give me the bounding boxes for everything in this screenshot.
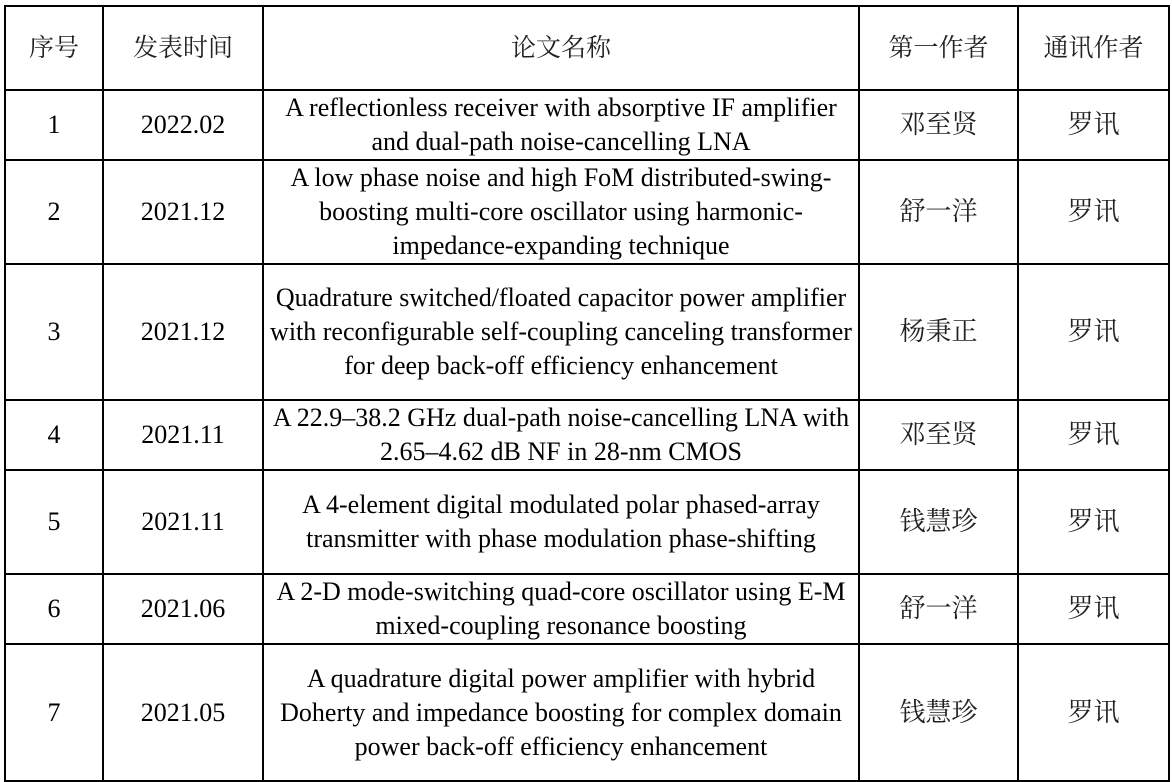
cell-index: 5 <box>5 470 103 574</box>
cell-corresponding-author: 罗讯 <box>1018 574 1169 644</box>
cell-date: 2021.12 <box>103 264 263 400</box>
cell-first-author: 邓至贤 <box>859 400 1018 470</box>
cell-corresponding-author: 罗讯 <box>1018 470 1169 574</box>
cell-first-author: 钱慧珍 <box>859 470 1018 574</box>
header-corresponding-author: 通讯作者 <box>1018 6 1169 90</box>
cell-first-author: 钱慧珍 <box>859 644 1018 781</box>
cell-title: Quadrature switched/floated capacitor power amplifier with reconfigurable self-coupling canceling transformer for deep back-off efficiency enhancement <box>263 264 859 400</box>
cell-date: 2021.11 <box>103 470 263 574</box>
cell-first-author: 舒一洋 <box>859 574 1018 644</box>
cell-first-author: 邓至贤 <box>859 90 1018 160</box>
cell-date: 2021.06 <box>103 574 263 644</box>
cell-date: 2021.12 <box>103 160 263 264</box>
table-row <box>5 264 1169 400</box>
header-title: 论文名称 <box>263 6 859 90</box>
cell-corresponding-author: 罗讯 <box>1018 90 1169 160</box>
table-row <box>5 574 1169 644</box>
cell-first-author: 舒一洋 <box>859 160 1018 264</box>
cell-first-author: 杨秉正 <box>859 264 1018 400</box>
cell-date: 2021.11 <box>103 400 263 470</box>
header-first-author: 第一作者 <box>859 6 1018 90</box>
cell-index: 3 <box>5 264 103 400</box>
cell-title: A low phase noise and high FoM distributed-swing-boosting multi-core oscillator using harmonic-impedance-expanding technique <box>263 160 859 264</box>
header-row <box>5 6 1169 90</box>
cell-index: 4 <box>5 400 103 470</box>
cell-corresponding-author: 罗讯 <box>1018 400 1169 470</box>
cell-corresponding-author: 罗讯 <box>1018 160 1169 264</box>
table-row <box>5 90 1169 160</box>
header-index: 序号 <box>5 6 103 90</box>
papers-table <box>4 5 1170 782</box>
cell-title: A reflectionless receiver with absorptive IF amplifier and dual-path noise-cancelling LNA <box>263 90 859 160</box>
cell-title: A quadrature digital power amplifier with hybrid Doherty and impedance boosting for complex domain power back-off efficiency enhancement <box>263 644 859 781</box>
cell-date: 2022.02 <box>103 90 263 160</box>
table-row <box>5 400 1169 470</box>
header-date: 发表时间 <box>103 6 263 90</box>
cell-index: 6 <box>5 574 103 644</box>
cell-index: 1 <box>5 90 103 160</box>
cell-title: A 22.9–38.2 GHz dual-path noise-cancelling LNA with 2.65–4.62 dB NF in 28-nm CMOS <box>263 400 859 470</box>
table-row <box>5 470 1169 574</box>
cell-index: 7 <box>5 644 103 781</box>
cell-corresponding-author: 罗讯 <box>1018 644 1169 781</box>
cell-corresponding-author: 罗讯 <box>1018 264 1169 400</box>
cell-title: A 4-element digital modulated polar phased-array transmitter with phase modulation phase-shifting <box>263 470 859 574</box>
table-row <box>5 160 1169 264</box>
cell-date: 2021.05 <box>103 644 263 781</box>
table-row <box>5 644 1169 781</box>
cell-index: 2 <box>5 160 103 264</box>
cell-title: A 2-D mode-switching quad-core oscillator using E-M mixed-coupling resonance boosting <box>263 574 859 644</box>
